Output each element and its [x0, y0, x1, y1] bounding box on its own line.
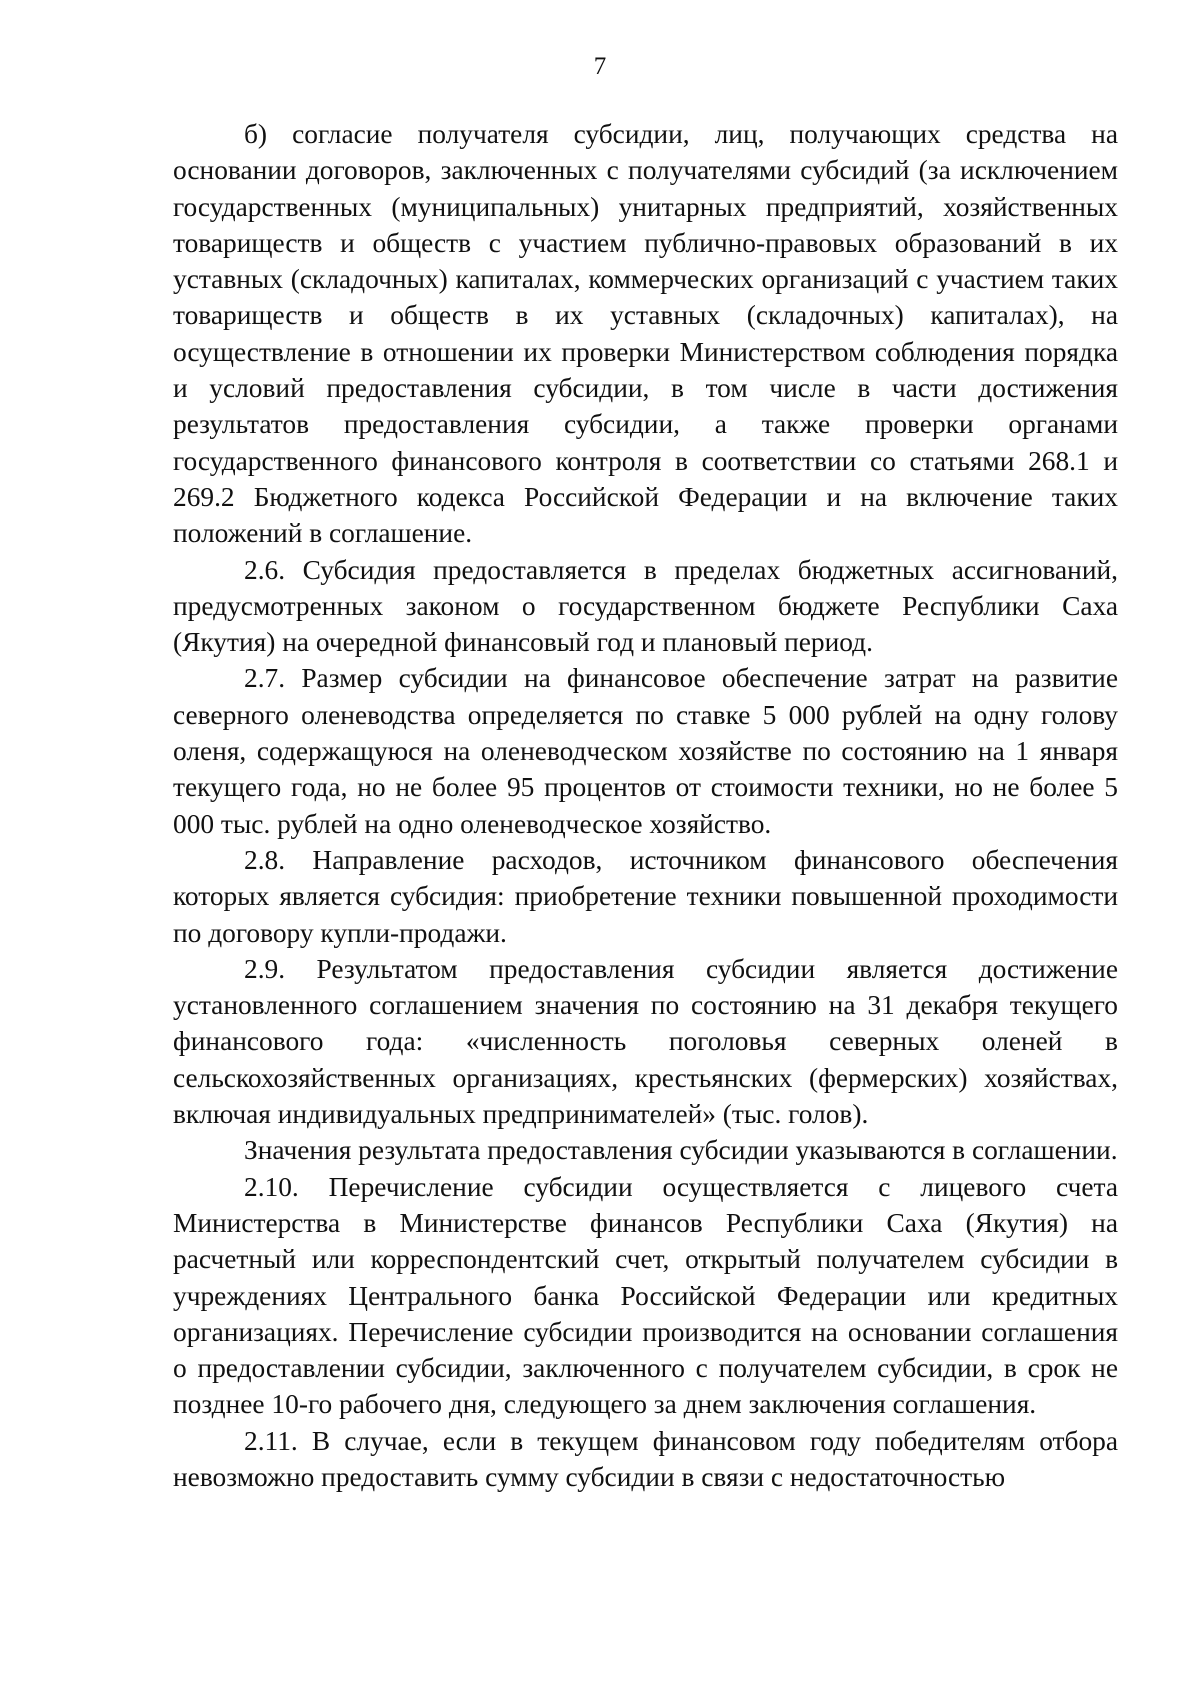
paragraph-2-8: 2.8. Направление расходов, источником финансового обеспечения которых является субсидия: приобретение техники повышенной проходимости по договору купли-продажи. [173, 844, 1118, 948]
paragraph-2-9: 2.9. Результатом предоставления субсидии является достижение установленного соглашением значения по состоянию на 31 декабря текущего финансового года: «численность поголовья северных оленей в сельскохозяйственных организациях, крестьянских (фермерских) хозяйствах, включая индивидуальных предпринимателей» (тыс. голов). [173, 953, 1118, 1130]
paragraph-2-11: 2.11. В случае, если в текущем финансовом году победителям отбора невозможно предоставить сумму субсидии в связи с недостаточностью [173, 1425, 1118, 1492]
paragraph-2-6: 2.6. Субсидия предоставляется в пределах бюджетных ассигнований, предусмотренных законом о государственном бюджете Республики Саха (Якутия) на очередной финансовый год и плановый период. [173, 554, 1118, 658]
document-body [173, 116, 1118, 1495]
page-number: 7 [593, 53, 607, 80]
paragraph-2-10: 2.10. Перечисление субсидии осуществляется с лицевого счета Министерства в Министерстве финансов Республики Саха (Якутия) на расчетный или корреспондентский счет, открытый получателем субсидии в учреждениях Центрального банка Российской Федерации или кредитных организациях. Перечисление субсидии производится на основании соглашения о предоставлении субсидии, заключенного с получателем субсидии, в срок не позднее 10-го рабочего дня, следующего за днем заключения соглашения. [173, 1171, 1118, 1420]
paragraph-result-values: Значения результата предоставления субсидии указываются в соглашении. [244, 1135, 1118, 1166]
paragraph-consent: б) согласие получателя субсидии, лиц, получающих средства на основании договоров, заключенных с получателями субсидий (за исключением государственных (муниципальных) унитарных предприятий, хозяйственных товариществ и обществ с участием публично-правовых образований в их уставных (складочных) капиталах, коммерческих организаций с участием таких товариществ и обществ в их уставных (складочных) капиталах), на осуществление в отношении их проверки Министерством соблюдения порядка и условий предоставления субсидии, в том числе в части достижения результатов предоставления субсидии, а также проверки органами государственного финансового контроля в соответствии со статьями 268.1 и 269.2 Бюджетного кодекса Российской Федерации и на включение таких положений в соглашение. [173, 119, 1118, 549]
paragraph-2-7: 2.7. Размер субсидии на финансовое обеспечение затрат на развитие северного оленеводства определяется по ставке 5 000 рублей на одну голову оленя, содержащуюся на оленеводческом хозяйстве по состоянию на 1 января текущего года, но не более 95 процентов от стоимости техники, но не более 5 000 тыс. рублей на одно оленеводческое хозяйство. [173, 663, 1118, 839]
